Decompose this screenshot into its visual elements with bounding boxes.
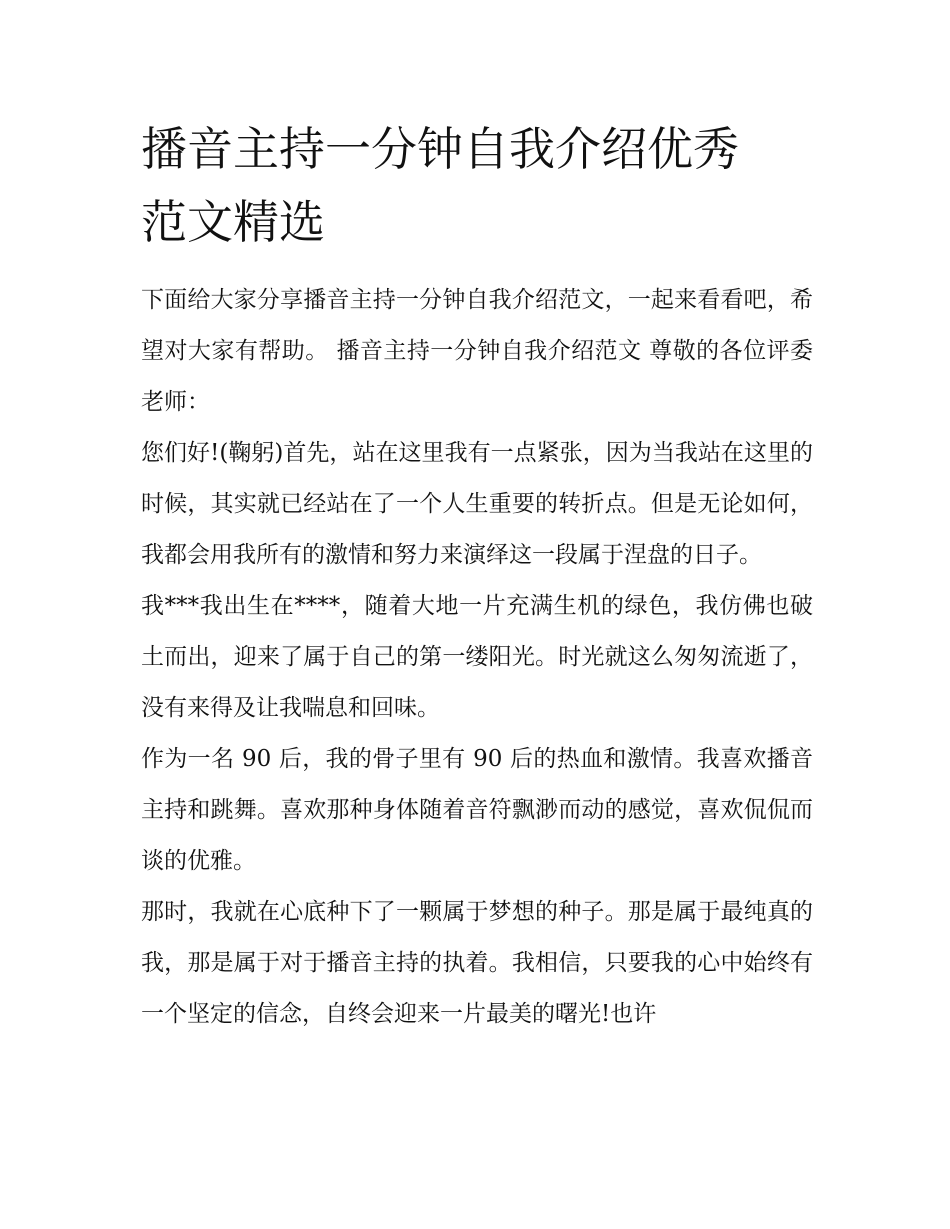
paragraph-dream: 那时，我就在心底种下了一颗属于梦想的种子。那是属于最纯真的我，那是属于对于播音主持的执着。我相信，只要我的心中始终有一个坚定的信念，自终会迎来一片最美的曙光!也许 [141, 899, 813, 1027]
title-line-2: 范文精选 [141, 195, 325, 249]
document-content [141, 113, 813, 1040]
paragraph-greeting: 您们好!(鞠躬)首先，站在这里我有一点紧张，因为当我站在这里的时候，其实就已经站在了一个人生重要的转折点。但是无论如何，我都会用我所有的激情和努力来演绎这一段属于涅盘的日子。 [141, 440, 813, 568]
paragraph-hobbies: 作为一名 90 后，我的骨子里有 90 后的热血和激情。我喜欢播音主持和跳舞。喜欢那种身体随着音符飘渺而动的感觉，喜欢侃侃而谈的优雅。 [141, 746, 813, 874]
document-title [141, 113, 813, 259]
title-spacer [141, 259, 813, 275]
title-line-1: 播音主持一分钟自我介绍优秀 [141, 122, 739, 176]
paragraph-birth: 我***我出生在****，随着大地一片充满生机的绿色，我仿佛也破土而出，迎来了属于自己的第一缕阳光。时光就这么匆匆流逝了，没有来得及让我喘息和回味。 [141, 593, 813, 721]
paragraph-intro: 下面给大家分享播音主持一分钟自我介绍范文，一起来看看吧，希望对大家有帮助。 播音主持一分钟自我介绍范文 尊敬的各位评委老师： [141, 287, 813, 415]
